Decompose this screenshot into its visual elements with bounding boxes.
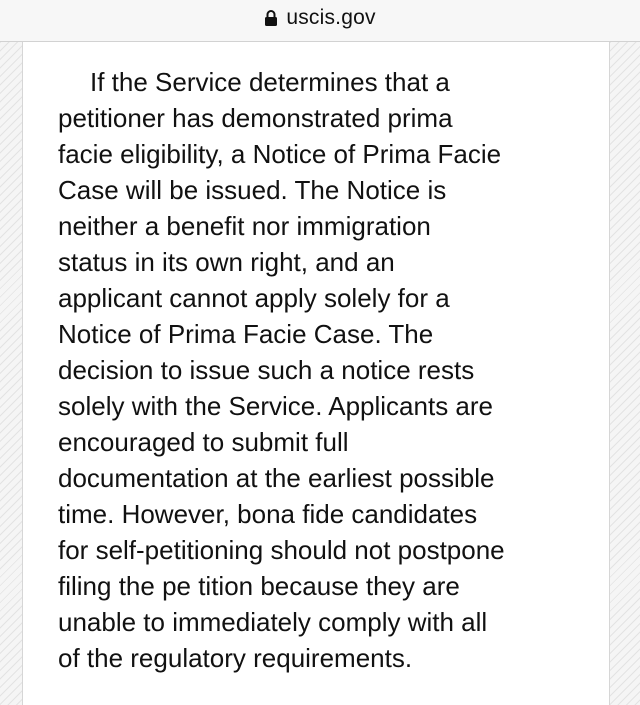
- lock-icon: [264, 9, 278, 27]
- address-field[interactable]: [264, 6, 375, 30]
- right-page-margin: [609, 42, 640, 705]
- left-page-margin: [0, 42, 23, 705]
- address-bar[interactable]: [0, 0, 640, 42]
- url-text[interactable]: uscis.gov: [286, 5, 376, 29]
- article-content: [23, 42, 609, 705]
- article-paragraph: If the Service determines that a petitioner has demonstrated prima facie eligibility, a Notice of Prima Facie Case will be issued. The Notice is neither a benefit nor immigration status in its own right, and an applicant cannot apply solely for a Notice of Prima Facie Case. The decision to issue such a notice rests solely with the Service. Applicants are encouraged to submit full documentation at the earliest possible time. However, bona fide candidates for self-petitioning should not postpone filing the pe tition because they are unable to immediately comply with all of the regulatory requirements.: [58, 67, 505, 673]
